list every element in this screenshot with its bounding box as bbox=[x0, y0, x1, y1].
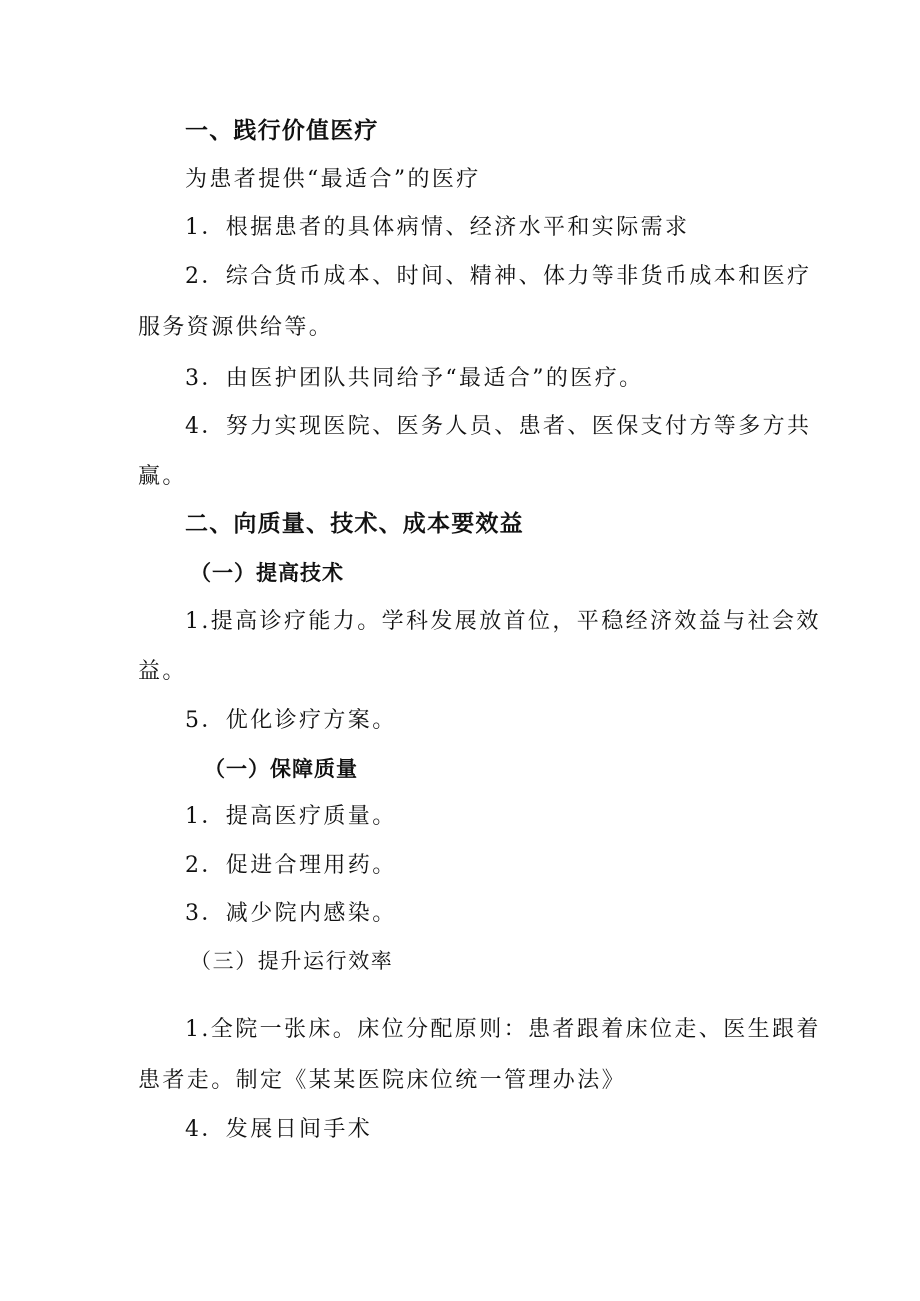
efficiency-item-1-line-1: 1.全院一张床。床位分配原则：患者跟着床位走、医生跟着 bbox=[185, 1017, 821, 1042]
tech-item-1-line-1: 1.提高诊疗能力。学科发展放首位，平稳经济效益与社会效 bbox=[185, 609, 821, 634]
list-item-3: 3．由医护团队共同给予“最适合”的医疗。 bbox=[185, 366, 644, 391]
list-item-1: 1．根据患者的具体病情、经济水平和实际需求 bbox=[185, 215, 690, 240]
tech-item-1-line-2: 益。 bbox=[138, 659, 187, 684]
quality-item-1: 1．提高医疗质量。 bbox=[185, 804, 397, 829]
quality-item-2: 2．促进合理用药。 bbox=[185, 853, 397, 878]
subsection-title-efficiency: （三）提升运行效率 bbox=[190, 949, 394, 973]
efficiency-item-4: 4．发展日间手术 bbox=[185, 1117, 373, 1142]
list-item-4-line-1: 4．努力实现医院、医务人员、患者、医保支付方等多方共 bbox=[185, 414, 812, 439]
subsection-title-quality: （一）保障质量 bbox=[204, 757, 358, 781]
paragraph-intro: 为患者提供“最适合”的医疗 bbox=[185, 167, 481, 192]
quality-item-3: 3．减少院内感染。 bbox=[185, 901, 397, 926]
subsection-title-tech: （一）提高技术 bbox=[190, 561, 344, 585]
section-heading-1: 一、践行价值医疗 bbox=[185, 118, 379, 144]
list-item-2-line-1: 2．综合货币成本、时间、精神、体力等非货币成本和医疗 bbox=[185, 264, 812, 289]
tech-item-5: 5．优化诊疗方案。 bbox=[185, 708, 397, 733]
list-item-4-line-2: 赢。 bbox=[138, 464, 187, 489]
efficiency-item-1-line-2: 患者走。制定《某某医院床位统一管理办法》 bbox=[138, 1068, 627, 1093]
section-heading-2: 二、向质量、技术、成本要效益 bbox=[185, 511, 524, 537]
list-item-2-line-2: 服务资源供给等。 bbox=[138, 315, 334, 340]
